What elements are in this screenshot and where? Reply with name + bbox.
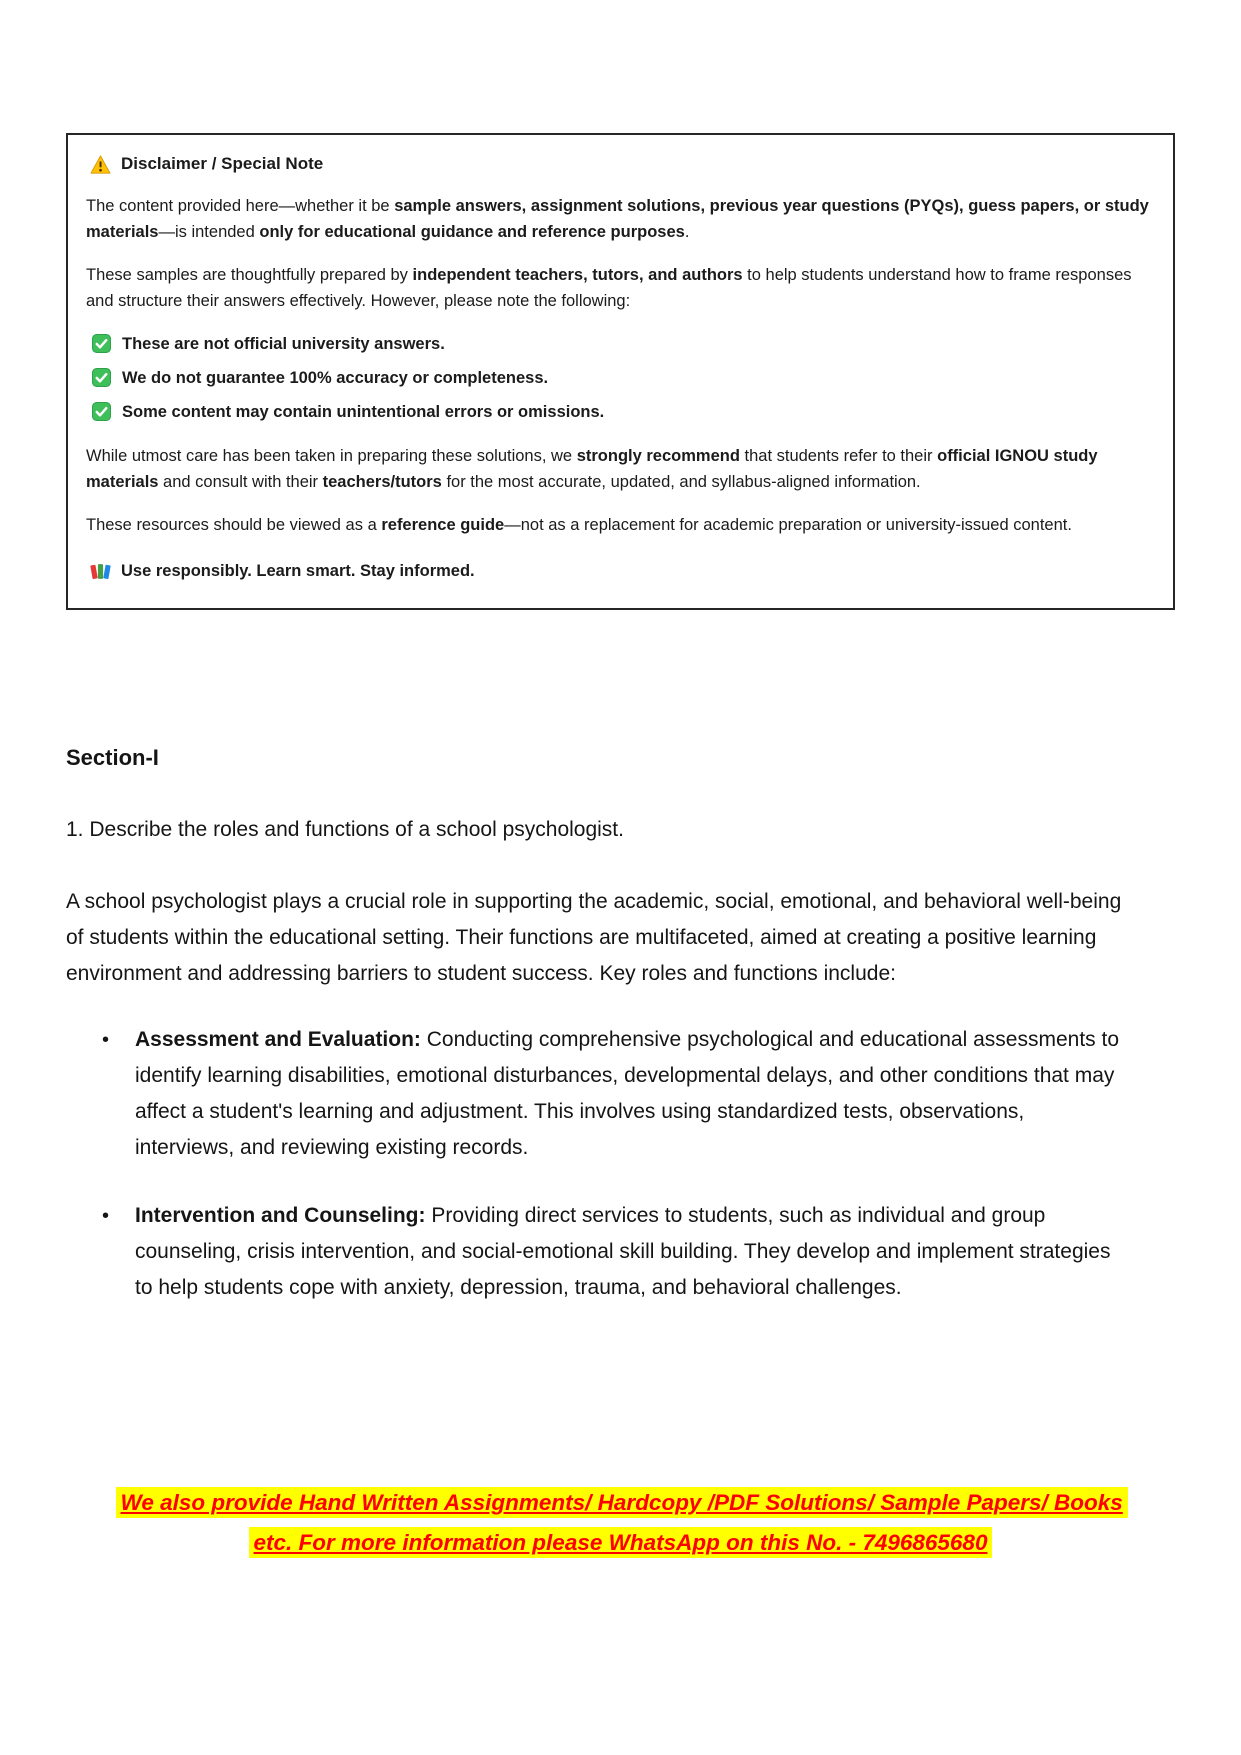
answer-intro-paragraph: A school psychologist plays a crucial role in supporting the academic, social, emotional, and behavioral well-being of students within the educational setting. Their functions are multifaceted, aimed at creating a positive learning environment and addressing barriers to student success. Key roles and functions include: (66, 890, 1122, 985)
check-icon (92, 402, 111, 421)
disclaimer-paragraph-2 (86, 262, 1155, 314)
disclaimer-footer-row (90, 558, 1155, 584)
text-segment: These samples are thoughtfully prepared by (86, 266, 413, 284)
text-segment: The content provided here—whether it be (86, 197, 395, 215)
text-segment: —is intended (158, 223, 260, 241)
checklist-item (92, 331, 1155, 357)
text-segment-bold: sample answers, assignment solutions, previous year questions (PYQs), guess papers, or study materials (86, 197, 1149, 241)
text-segment: These resources should be viewed as a (86, 516, 382, 534)
main-content (66, 744, 1175, 1338)
disclaimer-paragraph-3 (86, 443, 1155, 495)
section-heading: Section-I (66, 745, 159, 770)
promo-text: We also provide Hand Written Assignments/ Hardcopy /PDF Solutions/ Sample Papers/ Books etc. For more information please WhatsApp on this No. - 7496865680 (116, 1487, 1128, 1558)
disclaimer-box (66, 133, 1175, 610)
disclaimer-paragraph-4 (86, 512, 1155, 538)
promo-banner (0, 1483, 1241, 1563)
text-segment-bold: teachers/tutors (322, 473, 442, 491)
text-segment-bold: official IGNOU study materials (86, 447, 1098, 491)
answer-bullet-item (66, 1198, 1126, 1306)
check-icon (92, 334, 111, 353)
disclaimer-footer-text: Use responsibly. Learn smart. Stay informed. (121, 562, 475, 580)
answer-bullet-item (66, 1022, 1126, 1166)
text-segment: that students refer to their (739, 447, 938, 465)
disclaimer-title: Disclaimer / Special Note (121, 154, 324, 173)
disclaimer-title-row (90, 151, 1155, 177)
check-icon (92, 368, 111, 387)
text-segment-bold: reference guide (381, 516, 505, 534)
text-segment-bold: only for educational guidance and reference purposes (259, 223, 685, 241)
bullet-lead: Intervention and Counseling: (135, 1204, 426, 1227)
checklist-item (92, 399, 1155, 425)
promo-text-wrap (116, 1483, 1126, 1563)
text-segment: to help students understand how to frame responses and structure their answers effectively. However, please note the following: (86, 266, 1132, 310)
question-text: 1. Describe the roles and functions of a school psychologist. (66, 818, 624, 841)
text-segment-bold: independent teachers, tutors, and authors (412, 266, 743, 284)
disclaimer-checklist (92, 331, 1155, 425)
text-segment: for the most accurate, updated, and syllabus-aligned information. (441, 473, 921, 491)
text-segment-bold: strongly recommend (576, 447, 740, 465)
text-segment: . (684, 223, 690, 241)
books-icon (90, 562, 111, 581)
warning-icon (90, 155, 111, 174)
checklist-item-text: Some content may contain unintentional errors or omissions. (122, 403, 605, 421)
checklist-item (92, 365, 1155, 391)
text-segment: and consult with their (158, 473, 323, 491)
checklist-item-text: We do not guarantee 100% accuracy or completeness. (122, 369, 549, 387)
bullet-lead: Assessment and Evaluation: (135, 1028, 421, 1051)
text-segment: While utmost care has been taken in preparing these solutions, we (86, 447, 577, 465)
checklist-item-text: These are not official university answers. (122, 335, 445, 353)
answer-bullet-list (66, 1022, 1175, 1306)
bullet-text: Providing direct services to students, such as individual and group counseling, crisis intervention, and social-emotional skill building. They develop and implement strategies to help students cope with anxiety, depression, trauma, and behavioral challenges. (135, 1204, 1111, 1299)
bullet-text: Conducting comprehensive psychological and educational assessments to identify learning disabilities, emotional disturbances, developmental delays, and other conditions that may affect a student's learning and adjustment. This involves using standardized tests, observations, interviews, and reviewing existing records. (135, 1028, 1119, 1159)
disclaimer-paragraph-1 (86, 193, 1155, 245)
text-segment: —not as a replacement for academic preparation or university-issued content. (504, 516, 1072, 534)
